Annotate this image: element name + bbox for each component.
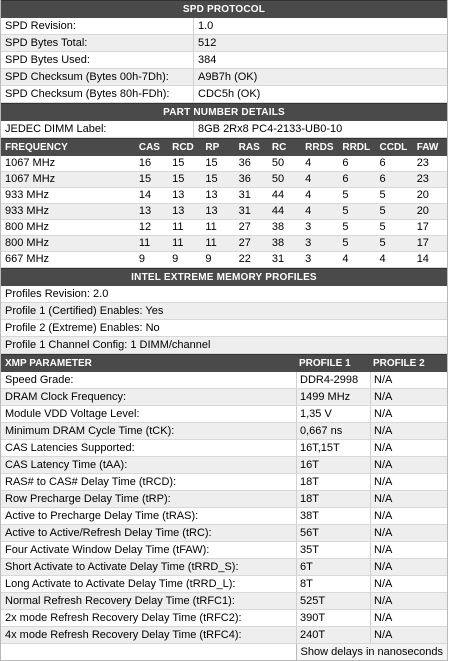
timing-cell: 15 [172,157,185,169]
xmp-profile-2-value: N/A [370,423,447,439]
timing-cell: 38 [271,221,285,233]
xmp-profile-1-value: 240T [296,627,370,643]
spd-row-value: 1.0 [193,18,447,34]
show-delays-ns-button[interactable]: Show delays in nanoseconds [296,644,447,660]
timing-cell: 9 [172,253,179,265]
frequency-cell: 667 MHz [5,253,50,265]
xmp-profile-1-value: 1499 MHz [296,389,370,405]
xmp-parameter-name: Speed Grade: [5,374,74,386]
timing-cell: 15 [205,157,218,169]
frequency-cell: 933 MHz [5,189,50,201]
timing-cell: 4 [305,205,312,217]
timing-cell: 11 [138,237,151,249]
xmp-profile-info-line: Profiles Revision: 2.0 [1,286,447,303]
timing-cell: 3 [305,253,312,265]
spd-row-value: CDC5h (OK) [193,86,447,102]
xmp-profile-1-value: 56T [296,525,370,541]
timing-cell: 5 [379,189,386,201]
freq-col-rrds: RRDS [305,142,334,153]
spd-row-label: SPD Checksum (Bytes 00h-7Dh): [5,71,169,83]
spd-row-label: SPD Bytes Total: [5,37,88,49]
timing-cell: 5 [379,205,386,217]
timing-cell: 13 [205,205,218,217]
timing-cell: 9 [205,253,212,265]
timing-cell: 44 [271,189,285,201]
timing-cell: 5 [379,221,386,233]
xmp-parameter-name: CAS Latencies Supported: [5,442,135,454]
xmp-parameter-row [1,423,447,440]
xmp-parameter-name: Module VDD Voltage Level: [5,408,140,420]
xmp-parameter-name: Short Activate to Activate Delay Time (tRRD_S): [5,561,239,573]
timing-cell: 6 [379,157,386,169]
xmp-parameter-name: Row Precharge Delay Time (tRP): [5,493,171,505]
xmp-parameter-row [1,457,447,474]
spd-protocol-table [1,18,447,103]
jedec-dimm-label: JEDEC DIMM Label: [5,123,107,135]
xmp-profile-info-line: Profile 2 (Extreme) Enables: No [1,320,447,337]
timing-cell: 20 [416,205,429,217]
timing-cell: 20 [416,189,429,201]
freq-col-rc: RC [271,142,287,153]
xmp-parameter-row [1,508,447,525]
xmp-parameter-row [1,440,447,457]
frequency-row [1,172,447,188]
xmp-parameter-row [1,610,447,627]
freq-col-ccdl: CCDL [379,142,408,153]
timing-cell: 16 [138,157,152,169]
xmp-profile-1-value: 6T [296,559,370,575]
xmp-parameter-name: Minimum DRAM Cycle Time (tCK): [5,425,175,437]
frequency-cell: 1067 MHz [5,157,56,169]
freq-col-rp: RP [205,142,220,153]
xmp-profile-2-value: N/A [370,525,447,541]
xmp-profiles-header: INTEL EXTREME MEMORY PROFILES [1,268,447,286]
timing-cell: 22 [238,253,251,265]
timing-cell: 14 [138,189,152,201]
frequency-row [1,188,447,204]
xmp-profile-1-value: DDR4-2998 [296,372,370,388]
xmp-parameter-row [1,406,447,423]
xmp-profile-2-value: N/A [370,508,447,524]
timing-cell: 27 [238,221,251,233]
timing-cell: 6 [342,173,349,185]
xmp-profile-1-value: 1,35 V [296,406,370,422]
timing-cell: 31 [238,189,251,201]
timing-cell: 36 [238,157,251,169]
timing-cell: 17 [416,237,429,249]
timing-cell: 44 [271,205,285,217]
xmp-parameter-row [1,491,447,508]
spd-row [1,69,447,86]
spd-row [1,86,447,103]
spd-row-value: 512 [193,35,447,51]
frequency-cell: 800 MHz [5,221,50,233]
xmp-parameter-name: 4x mode Refresh Recovery Delay Time (tRFC4): [5,629,242,641]
xmp-profile-2-value: N/A [370,610,447,626]
xmp-parameter-name: 2x mode Refresh Recovery Delay Time (tRFC2): [5,612,242,624]
xmp-profile-2-value: N/A [370,457,447,473]
spd-row [1,52,447,69]
timing-cell: 5 [342,205,349,217]
frequency-cell: 1067 MHz [5,173,56,185]
timing-cell: 23 [416,157,429,169]
spd-row [1,18,447,35]
profile-1-col: PROFILE 1 [299,358,351,369]
frequency-cell: 933 MHz [5,205,50,217]
frequency-row [1,204,447,220]
xmp-profile-2-value: N/A [370,559,447,575]
xmp-parameter-name: RAS# to CAS# Delay Time (tRCD): [5,476,177,488]
xmp-profile-2-value: N/A [370,576,447,592]
timing-cell: 50 [271,173,285,185]
xmp-parameter-row [1,627,447,644]
frequency-row [1,156,447,172]
spd-row-label: SPD Revision: [5,20,76,32]
timing-cell: 38 [271,237,285,249]
timing-cell: 15 [138,173,152,185]
freq-col-faw: FAW [416,142,439,153]
timing-cell: 6 [379,173,386,185]
timing-cell: 12 [138,221,152,233]
xmp-profile-2-value: N/A [370,389,447,405]
xmp-profile-info-line: Profile 1 (Certified) Enables: Yes [1,303,447,320]
timing-cell: 4 [305,189,312,201]
xmp-parameter-name: Active to Active/Refresh Delay Time (tRC): [5,527,212,539]
xmp-parameter-table [1,372,447,644]
xmp-profiles-info [1,286,447,354]
frequency-row [1,236,447,252]
xmp-parameter-row [1,576,447,593]
timing-cell: 4 [305,173,312,185]
timing-cell: 31 [271,253,285,265]
timing-cell: 6 [342,157,349,169]
timing-cell: 31 [238,205,251,217]
footer [1,644,447,660]
jedec-dimm-label-row [1,121,447,138]
timing-cell: 14 [416,253,429,265]
timing-cell: 5 [342,237,349,249]
freq-col-rcd: RCD [172,142,194,153]
xmp-profile-1-value: 390T [296,610,370,626]
xmp-parameter-row [1,593,447,610]
timing-cell: 15 [172,173,185,185]
timing-cell: 50 [271,157,285,169]
spd-row-label: SPD Bytes Used: [5,54,90,66]
xmp-profile-1-value: 18T [296,474,370,490]
spd-row-label: SPD Checksum (Bytes 80h-FDh): [5,88,170,100]
spd-protocol-header: SPD PROTOCOL [1,0,447,18]
xmp-parameter-row [1,389,447,406]
xmp-parameter-row [1,559,447,576]
frequency-table [1,156,447,268]
xmp-profile-1-value: 35T [296,542,370,558]
timing-cell: 5 [342,189,349,201]
timing-cell: 3 [305,237,312,249]
timing-cell: 4 [305,157,312,169]
timing-cell: 11 [205,237,217,249]
part-number-header: PART NUMBER DETAILS [1,103,447,121]
timing-cell: 3 [305,221,312,233]
timing-cell: 13 [172,189,185,201]
freq-col-rrdl: RRDL [342,142,371,153]
jedec-dimm-value: 8GB 2Rx8 PC4-2133-UB0-10 [193,121,447,137]
timing-cell: 15 [205,173,218,185]
xmp-profile-1-value: 0,667 ns [296,423,370,439]
xmp-profile-1-value: 18T [296,491,370,507]
xmp-parameter-name: Normal Refresh Recovery Delay Time (tRFC1): [5,595,235,607]
xmp-parameter-name: Active to Precharge Delay Time (tRAS): [5,510,199,522]
xmp-profile-1-value: 525T [296,593,370,609]
frequency-row [1,252,447,268]
xmp-parameter-name: Long Activate to Activate Delay Time (tRRD_L): [5,578,236,590]
xmp-profile-2-value: N/A [370,627,447,643]
frequency-table-header [1,138,447,156]
xmp-parameter-name: CAS Latency Time (tAA): [5,459,128,471]
xmp-profile-1-value: 38T [296,508,370,524]
xmp-profile-2-value: N/A [370,474,447,490]
xmp-profile-2-value: N/A [370,491,447,507]
xmp-profile-2-value: N/A [370,406,447,422]
timing-cell: 13 [205,189,218,201]
spd-row [1,35,447,52]
timing-cell: 17 [416,221,429,233]
xmp-parameter-row [1,474,447,491]
timing-cell: 23 [416,173,429,185]
xmp-profile-1-value: 16T [296,457,370,473]
spd-row-value: A9B7h (OK) [193,69,447,85]
timing-cell: 13 [172,205,185,217]
xmp-profile-2-value: N/A [370,440,447,456]
frequency-cell: 800 MHz [5,237,50,249]
freq-col-ras: RAS [238,142,260,153]
timing-cell: 4 [342,253,349,265]
timing-cell: 9 [138,253,145,265]
xmp-parameter-row [1,525,447,542]
xmp-parameter-name: Four Activate Window Delay Time (tFAW): [5,544,210,556]
spd-row-value: 384 [193,52,447,68]
timing-cell: 5 [342,221,349,233]
timing-cell: 13 [138,205,152,217]
xmp-profile-1-value: 16T,15T [296,440,370,456]
timing-cell: 11 [205,221,217,233]
timing-cell: 4 [379,253,386,265]
xmp-parameter-header [1,354,447,372]
frequency-row [1,220,447,236]
xmp-profile-info-line: Profile 1 Channel Config: 1 DIMM/channel [1,337,447,354]
xmp-parameter-row [1,372,447,389]
freq-col-cas: CAS [138,142,160,153]
timing-cell: 11 [172,221,184,233]
freq-col-frequency: FREQUENCY [5,142,68,153]
profile-2-col: PROFILE 2 [373,358,425,369]
timing-cell: 11 [172,237,184,249]
timing-cell: 27 [238,237,251,249]
xmp-parameter-row [1,542,447,559]
xmp-parameter-name: DRAM Clock Frequency: [5,391,127,403]
xmp-parameter-col: XMP PARAMETER [5,358,92,369]
timing-cell: 36 [238,173,251,185]
timing-cell: 5 [379,237,386,249]
xmp-profile-2-value: N/A [370,372,447,388]
xmp-profile-2-value: N/A [370,593,447,609]
xmp-profile-2-value: N/A [370,542,447,558]
xmp-profile-1-value: 8T [296,576,370,592]
